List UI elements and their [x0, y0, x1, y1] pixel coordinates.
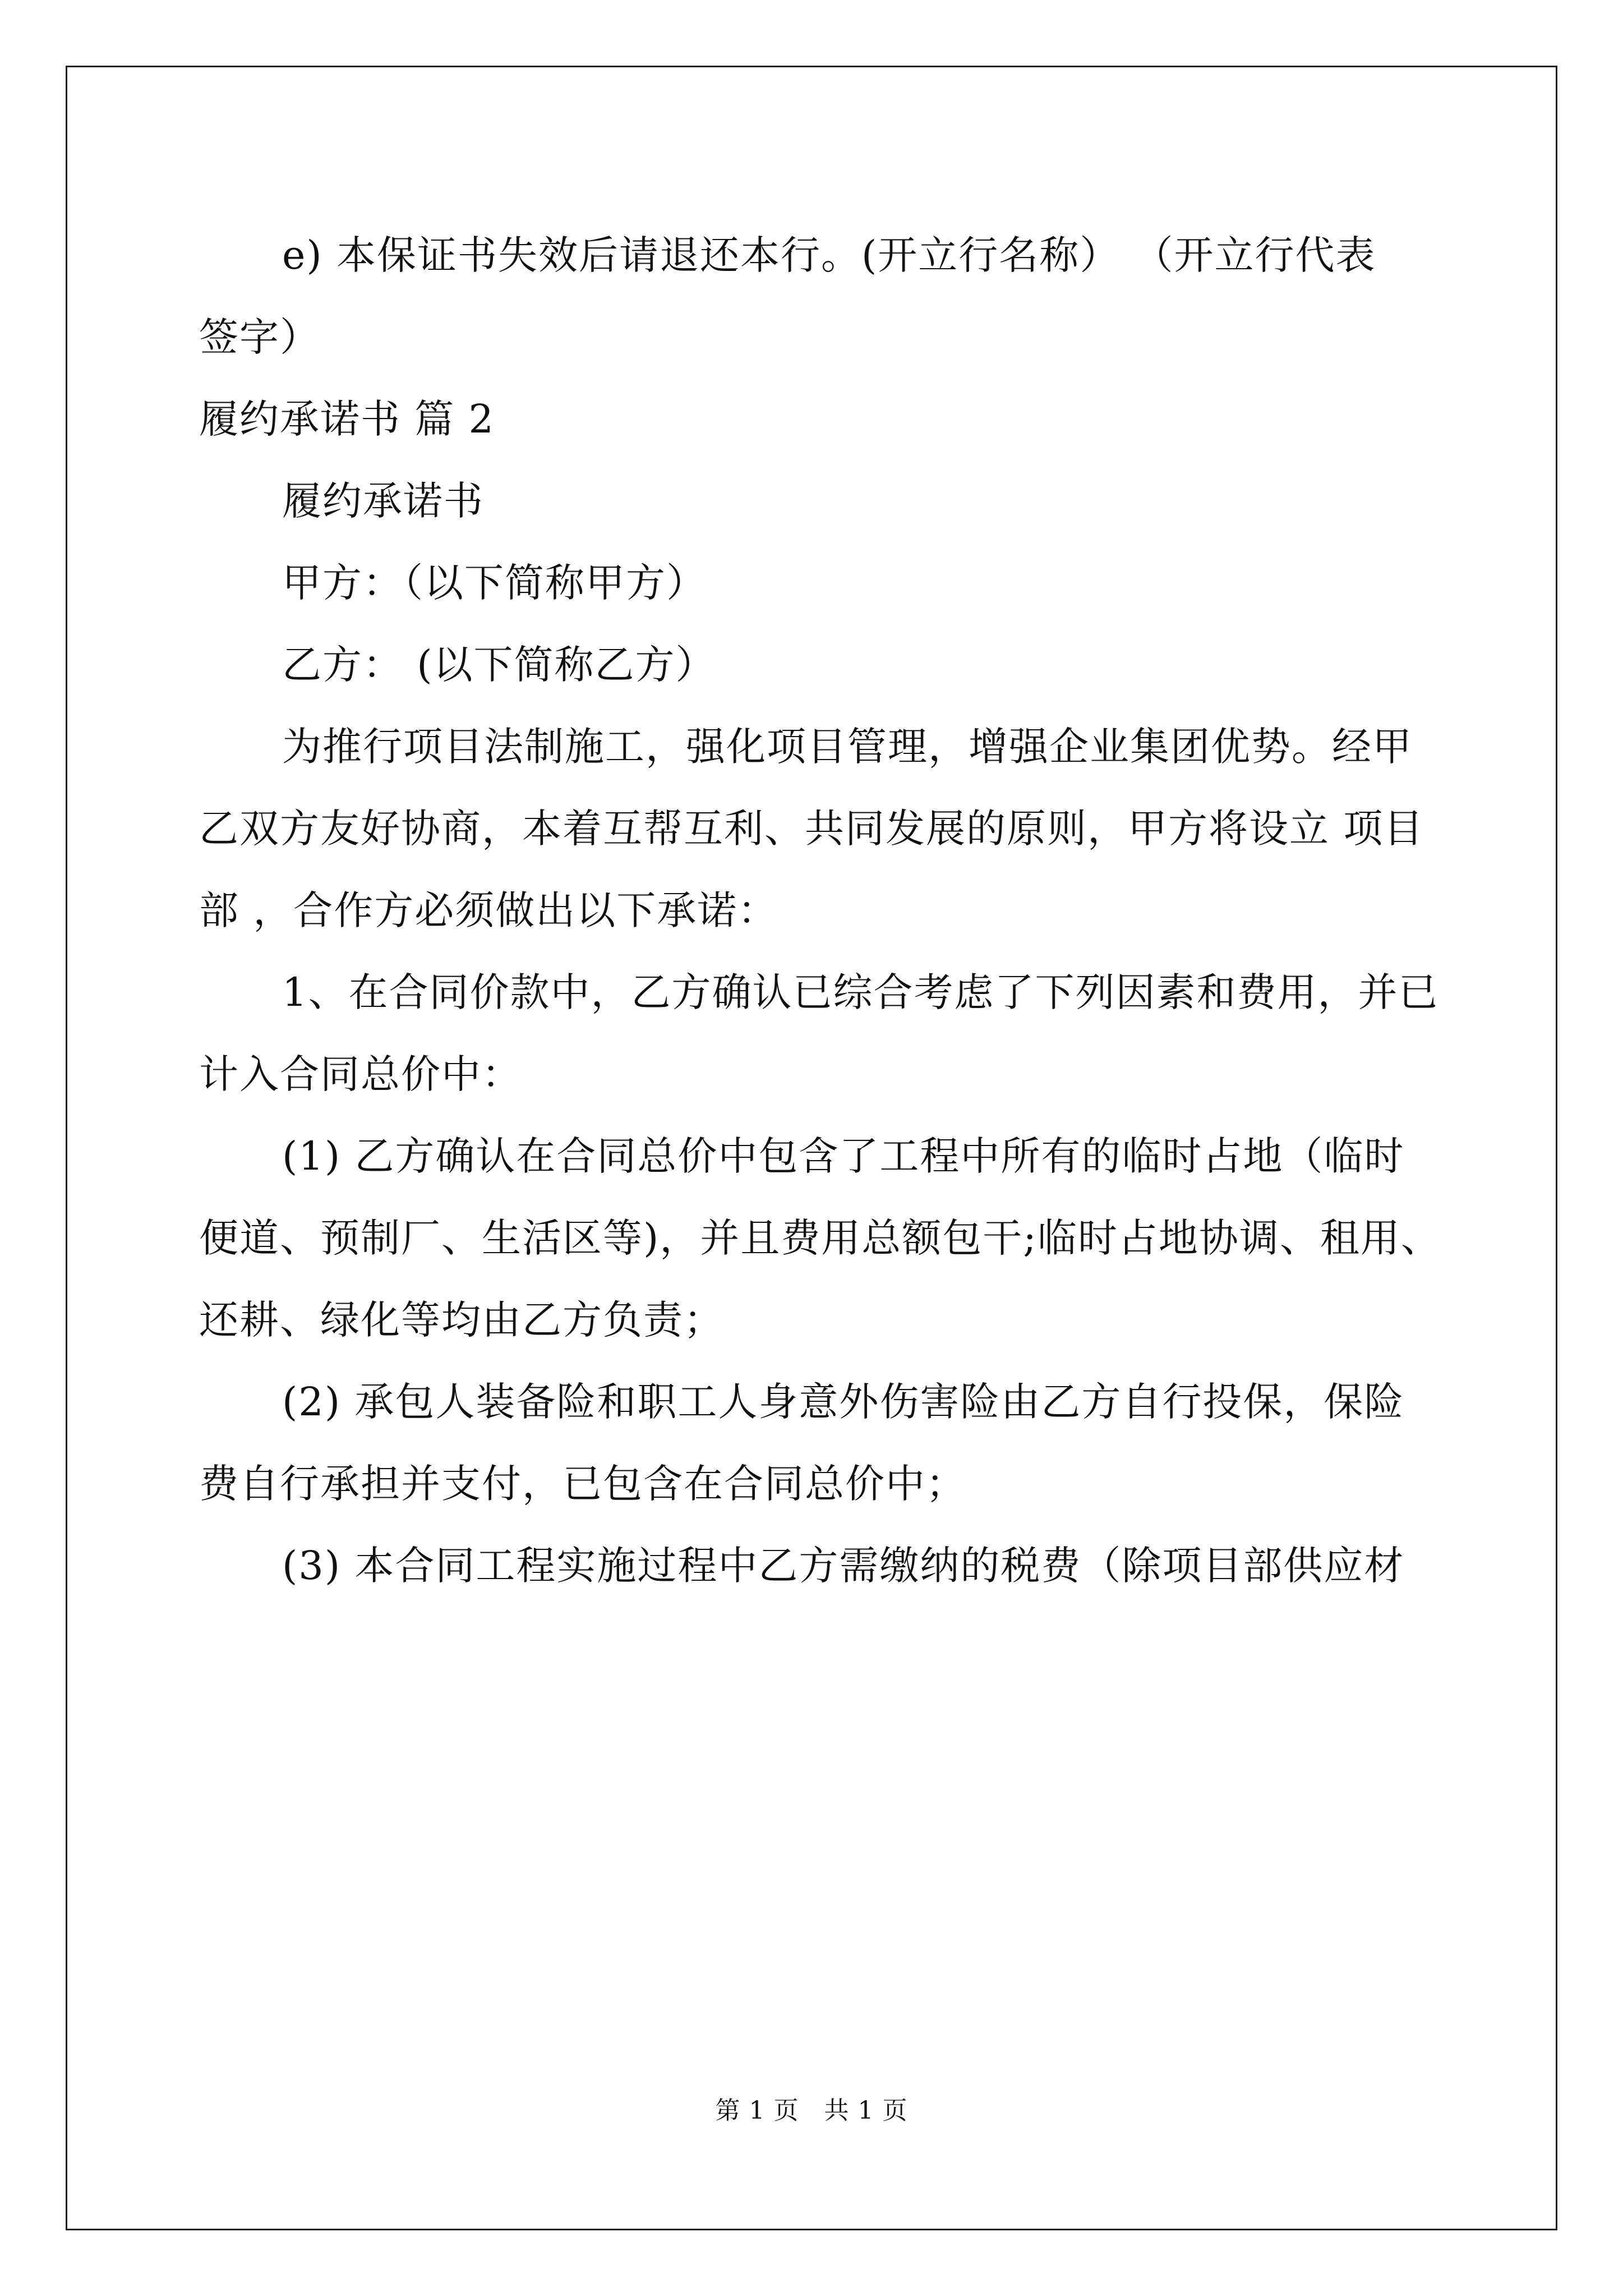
paragraph-line: 签字） — [199, 314, 320, 360]
page-footer: 第 1 页 共 1 页 — [715, 2096, 908, 2125]
paragraph-line: 费自行承担并支付，已包含在合同总价中； — [199, 1461, 966, 1507]
party-b-line: 乙方： (以下简称乙方） — [282, 642, 716, 688]
paragraph-line: (3) 本合同工程实施过程中乙方需缴纳的税费（除项目部供应材 — [282, 1543, 1405, 1589]
paragraph-line: (1) 乙方确认在合同总价中包含了工程中所有的临时占地（临时 — [282, 1133, 1405, 1179]
paragraph-line: 还耕、绿化等均由乙方负责； — [199, 1297, 724, 1343]
document-title: 履约承诺书 — [282, 478, 484, 524]
paragraph-line: (2) 承包人装备险和职工人身意外伤害险由乙方自行投保，保险 — [282, 1379, 1405, 1425]
section-heading: 履约承诺书 篇 2 — [199, 396, 495, 442]
paragraph-line: 便道、预制厂、生活区等)，并且费用总额包干;临时占地协调、租用、 — [199, 1215, 1441, 1261]
paragraph-line: 为推行项目法制施工，强化项目管理，增强企业集团优势。经甲 — [282, 724, 1413, 770]
paragraph-line: e) 本保证书失效后请退还本行。(开立行名称） （开立行代表 — [282, 232, 1376, 278]
party-a-line: 甲方：（以下简称甲方） — [282, 560, 707, 606]
paragraph-line: 部 ，合作方必须做出以下承诺： — [199, 887, 778, 933]
paragraph-line: 乙双方友好协商，本着互帮互利、共同发展的原则，甲方将设立 项目 — [199, 806, 1424, 852]
paragraph-line: 计入合同总价中： — [199, 1051, 522, 1097]
paragraph-line: 1、在合同价款中，乙方确认已综合考虑了下列因素和费用，并已 — [282, 969, 1439, 1015]
